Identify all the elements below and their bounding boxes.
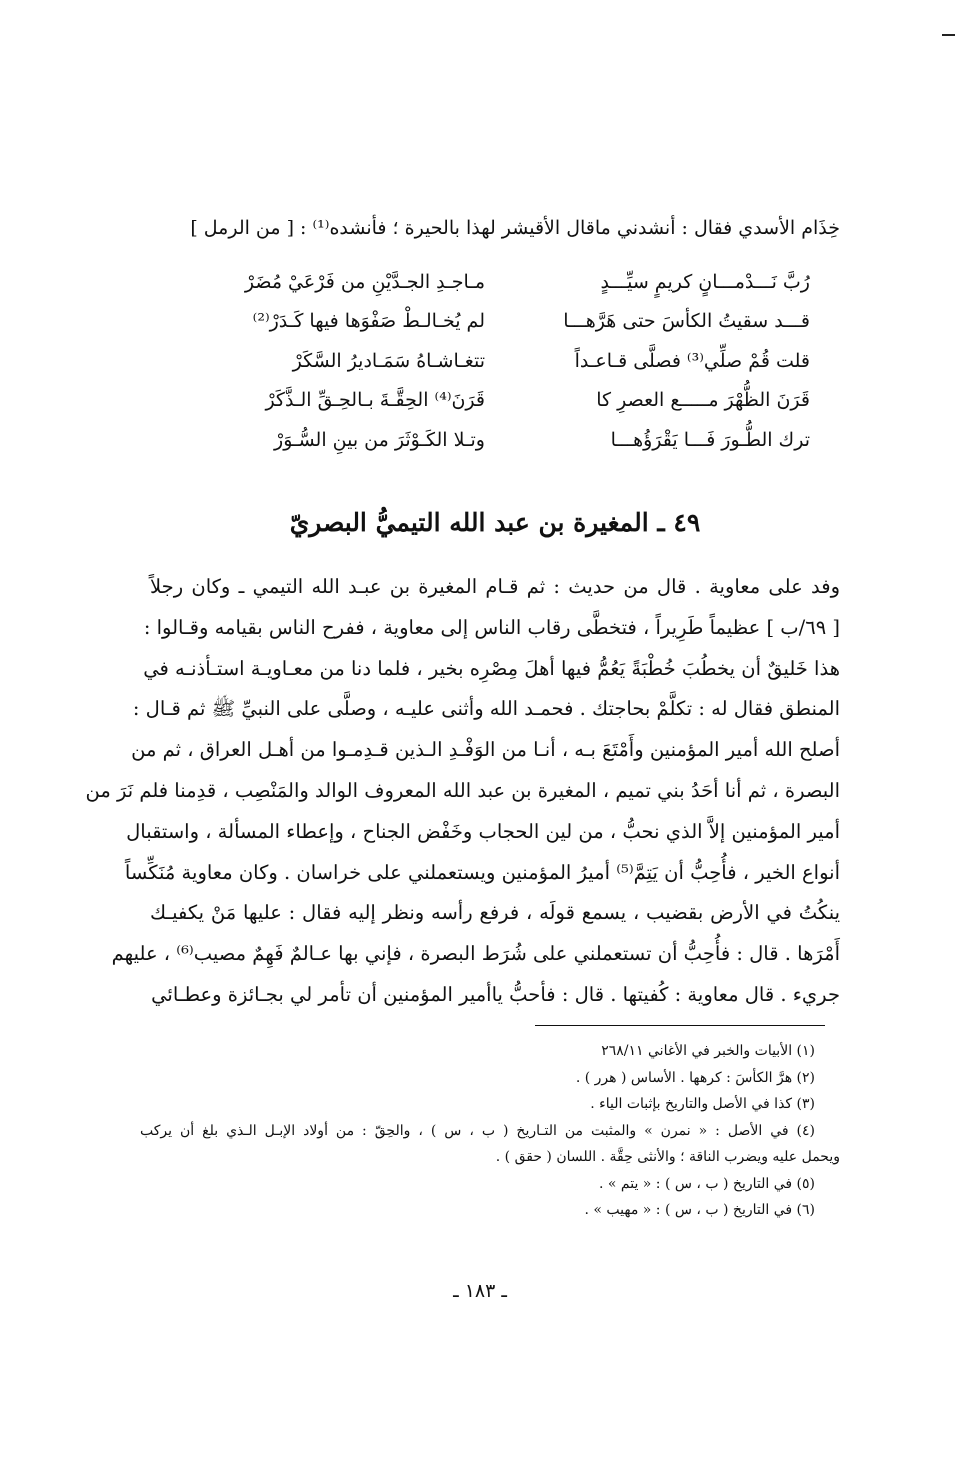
verse-second-hemistich: تتغـاشـاهُ سَمَـاديرُ السَّكَرْ [292, 349, 485, 372]
footnote: (٥) في التاريخ ( ب ، س ) : « يتم » . [598, 1175, 815, 1192]
body-text [85, 567, 840, 1016]
body-line: أَمْرَها . قال : فأُحِبُّ أن تستعملني على شُرَط البصرة ، فإني بها عـالمٌ فَهِمٌ مصيب⁽⁶⁾ ، عليهم [111, 942, 840, 966]
footnote: (١) الأبيات والخبر في الأغاني ٢٦٨/١١ [601, 1043, 815, 1059]
intro-line: خِذَام الأسدي فقال : أنشدني ماقال الأقيشر لهذا بالحيرة ؛ فأنشده⁽¹⁾ : [ من الرمل ] [190, 217, 840, 239]
body-line: هذا خَليقٌ أن يخطُبَ خُطْبَةً يَعُمُّ فيها أهلَ مِصْرِه بخير ، فلما دنا من معـاويـة استـأذنـه في [143, 656, 840, 680]
body-line: أمير المؤمنين إلاَّ الذي نحبُّ ، من لين الحجاب وخَفْض الجناح ، وإعطاء المسألة ، واستقبال [126, 819, 840, 843]
footnote: (٣) كذا في الأصل والتاريخ بإثبات الياء . [590, 1096, 815, 1112]
verse-first-hemistich: رُبَّ نَـــدْمـــانٍ كريمٍ سيِّـــدٍ [600, 270, 810, 293]
poem-verse [205, 341, 810, 381]
corner-mark [942, 34, 955, 36]
poem-verse [205, 262, 810, 302]
body-line: المنطق فقال له : تكلَّمْ بحاجتك . فحمـد الله وأثنى عليـه ، وصلَّى على النبيِّ ﷺ ثم قـال : [132, 697, 840, 721]
verse-first-hemistich: قلت قُمْ صلِّي⁽³⁾ فصلَّى قـاعـداً [574, 349, 810, 372]
verse-first-hemistich: ترك الطُّـورَ فَـــا يَقْرَؤُهـــا [610, 428, 810, 451]
body-line: وفد على معاوية . قال من حديث : ثم قـام المغيرة بن عبـد الله التيمي ـ وكان رجلاً [150, 575, 840, 598]
verse-first-hemistich: قـــد سقيتُ الكأسَ حتى هَرَّهـــا [563, 310, 810, 333]
footnote-divider [535, 1025, 825, 1026]
footnote: (٢) هرَّ الكأسَ : كرهها . الأساس ( هرر ) . [575, 1069, 815, 1086]
page-number: ـ ١٨٣ ـ [453, 1280, 507, 1302]
body-line: البصرة ، ثم أنا أحَدُ بني تميم ، المغيرة بن عبد الله المعروف الوالد والمَنْصِب ، قدِمنا فلم نَرَ من [85, 778, 840, 802]
poem-verse [205, 302, 810, 342]
footnotes [140, 1038, 840, 1224]
body-line: ينكُتُ في الأرض بقضيب ، يسمع قولَه ، فرفع رأسه ونظر إليه فقال : عليها مَنْ يكفيـك [150, 901, 840, 925]
poem [205, 262, 810, 460]
verse-second-hemistich: لم يُخـالـطْ صَفْوَها فيها كَـدَرْ⁽²⁾ [252, 310, 485, 333]
poem-verse [205, 420, 810, 460]
body-line: أنواع الخير ، فأُحِبُّ أن يَتِمَّ⁽⁵⁾ أميرُ المؤمنين ويستعملني على خراسان . وكان معاوية مُنَكِّساً [124, 860, 840, 884]
verse-first-hemistich: قَرَنَ الظُّهْرَ مـــــع العصرِ كا [596, 389, 810, 412]
footnote-continuation: ويحمل عليه ويضرب الناقة ؛ والأنثى حِقَّة . اللسان ( حقق ) . [495, 1149, 840, 1165]
poem-verse [205, 381, 810, 421]
footnote: (٦) في التاريخ ( ب ، س ) : « مهيب » . [584, 1202, 815, 1218]
body-line: جريء . قال معاوية : كُفيتها . قال : فأحبُّ ياأمير المؤمنين أن تأمر لي بجـائزة وعطـائي [151, 982, 840, 1006]
body-line: [ ٦٩/ب ] عظيماً طَرِيراً ، فتخطَّى رقاب الناس إلى معاوية ، ففرح الناس بقيامه وقـالوا : [143, 615, 840, 639]
verse-second-hemistich: مـاجـدِ الجـدَّيْنِ من فَرْعَيْ مُضَرْ [244, 270, 485, 293]
footnote: (٤) في الأصل : « نمرن » والمثبت من التـاريخ ( ب ، س ) ، والحِقّ : من أولاد الإبـل الـذي بلغ أن يركب [140, 1122, 815, 1139]
section-title: ٤٩ ـ المغيرة بن عبد الله التيميُّ البصريّ [289, 508, 701, 537]
body-line: أصلح الله أمير المؤمنين وأَمْتَعَ بـه ، أنـا من الوَفْـدِ الـذين قـدِمـوا من أهـل العراق ، ثم من [131, 738, 840, 762]
verse-second-hemistich: وتـلا الكَـوْثَرَ من بينِ السُّـوَرْ [274, 428, 485, 451]
verse-second-hemistich: قَرَنَ⁽⁴⁾ الحِقَّـةَ بـالحِـقِّ الـذَّكَرْ [265, 389, 485, 412]
